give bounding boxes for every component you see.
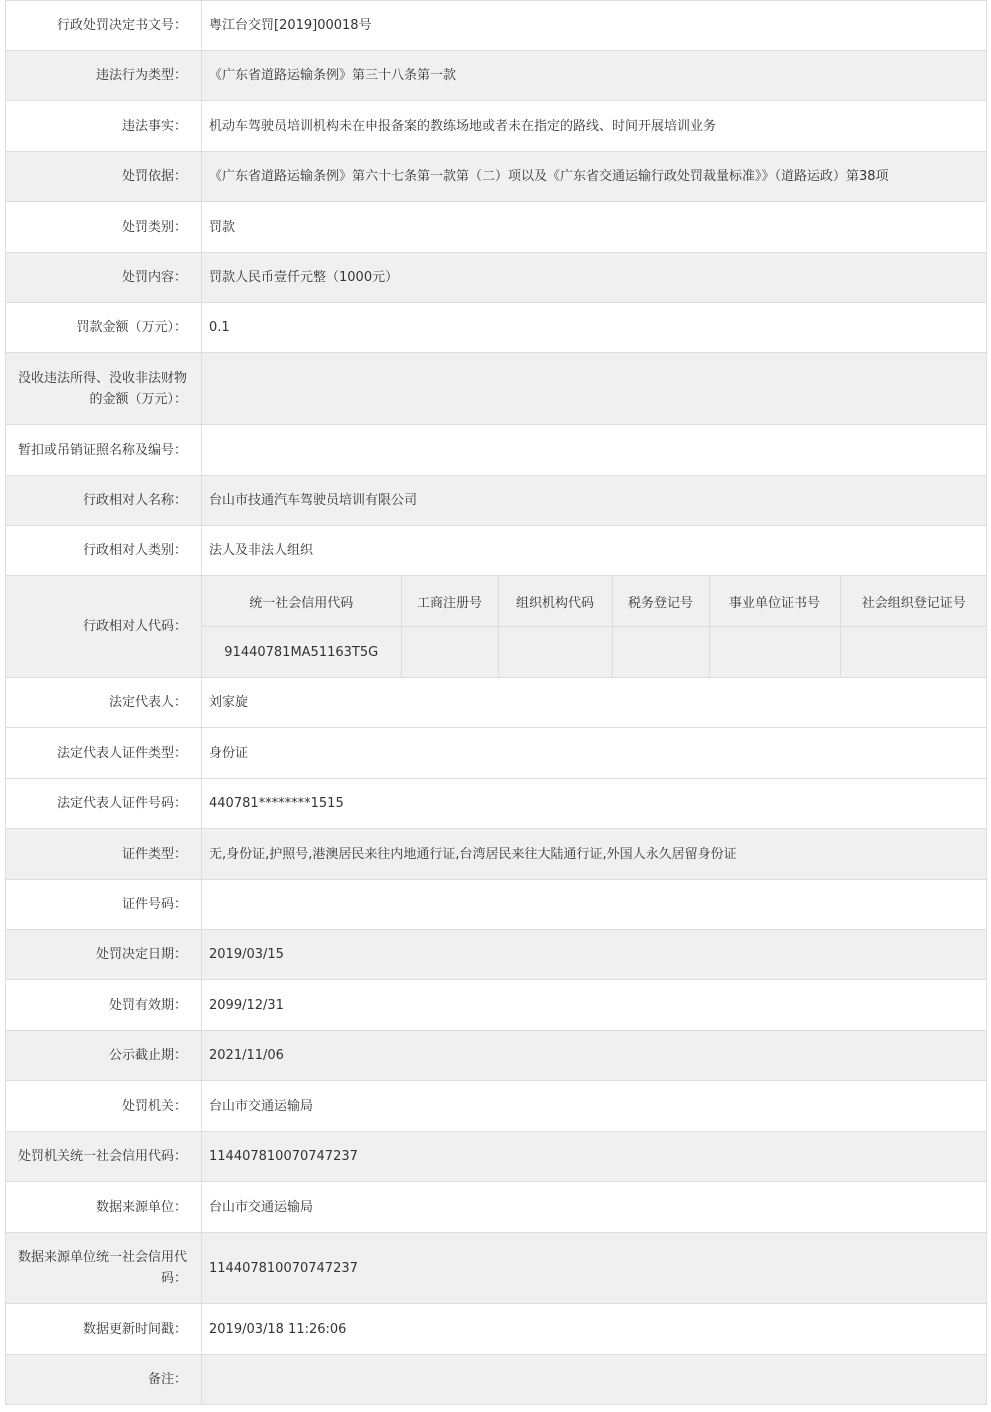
field-label: 违法事实： — [6, 101, 202, 152]
party-codes-cell — [202, 576, 987, 678]
field-label: 处罚机关： — [6, 1081, 202, 1132]
field-label: 行政相对人代码： — [6, 576, 202, 678]
field-label: 法定代表人： — [6, 678, 202, 728]
record-row-id-types — [6, 829, 987, 880]
record-row-data-source-credit-code — [6, 1233, 987, 1304]
field-value: 0.1 — [202, 303, 987, 353]
field-value: 2099/12/31 — [202, 980, 987, 1031]
field-value: 台山市技通汽车驾驶员培训有限公司 — [202, 476, 987, 526]
field-label: 暂扣或吊销证照名称及编号： — [6, 425, 202, 476]
field-value: 无,身份证,护照号,港澳居民来往内地通行证,台湾居民来往大陆通行证,外国人永久居留身份证 — [202, 829, 987, 880]
party-codes-table — [202, 576, 987, 677]
record-row-license-suspension — [6, 425, 987, 476]
record-row-representative-id-type — [6, 728, 987, 779]
field-value: 身份证 — [202, 728, 987, 779]
field-value: 114407810070747237 — [202, 1233, 987, 1304]
field-value: 粤江台交罚[2019]00018号 — [202, 1, 987, 51]
field-label: 法定代表人证件类型： — [6, 728, 202, 779]
field-label: 证件号码： — [6, 880, 202, 930]
field-label: 罚款金额（万元）： — [6, 303, 202, 353]
record-row-decision-number — [6, 1, 987, 51]
record-row-penalty-category — [6, 202, 987, 253]
field-label: 数据来源单位： — [6, 1182, 202, 1233]
penalty-record-table — [5, 0, 987, 1405]
field-label: 数据来源单位统一社会信用代码： — [6, 1233, 202, 1304]
field-label: 证件类型： — [6, 829, 202, 880]
field-label: 公示截止期： — [6, 1031, 202, 1081]
record-row-publicity-deadline — [6, 1031, 987, 1081]
field-label: 处罚机关统一社会信用代码： — [6, 1132, 202, 1182]
field-label: 处罚依据： — [6, 152, 202, 202]
record-row-penalty-authority — [6, 1081, 987, 1132]
field-value — [202, 425, 987, 476]
record-row-violation-type — [6, 51, 987, 101]
record-row-valid-until — [6, 980, 987, 1031]
field-value: 台山市交通运输局 — [202, 1182, 987, 1233]
record-row-remarks — [6, 1355, 987, 1405]
field-value: 2019/03/18 11:26:06 — [202, 1304, 987, 1355]
field-label: 数据更新时间戳： — [6, 1304, 202, 1355]
record-row-authority-credit-code — [6, 1132, 987, 1182]
record-row-penalty-content — [6, 253, 987, 303]
record-row-penalty-basis — [6, 152, 987, 202]
record-row-decision-date — [6, 930, 987, 980]
code-header: 社会组织登记证号 — [840, 576, 987, 627]
field-value: 罚款 — [202, 202, 987, 253]
record-row-representative-id-number — [6, 779, 987, 829]
field-value: 罚款人民币壹仟元整（1000元） — [202, 253, 987, 303]
field-value: 114407810070747237 — [202, 1132, 987, 1182]
code-value — [612, 627, 709, 678]
field-label: 违法行为类型： — [6, 51, 202, 101]
code-value — [709, 627, 840, 678]
record-row-data-source — [6, 1182, 987, 1233]
field-label: 行政处罚决定书文号： — [6, 1, 202, 51]
code-value — [498, 627, 612, 678]
field-value: 2021/11/06 — [202, 1031, 987, 1081]
code-value — [401, 627, 498, 678]
field-value — [202, 880, 987, 930]
field-label: 处罚有效期： — [6, 980, 202, 1031]
field-label: 法定代表人证件号码： — [6, 779, 202, 829]
record-row-violation-facts — [6, 101, 987, 152]
field-value: 《广东省道路运输条例》第三十八条第一款 — [202, 51, 987, 101]
field-value: 台山市交通运输局 — [202, 1081, 987, 1132]
code-header: 工商注册号 — [401, 576, 498, 627]
code-header: 税务登记号 — [612, 576, 709, 627]
field-label: 行政相对人类别： — [6, 526, 202, 576]
record-row-id-number — [6, 880, 987, 930]
record-row-confiscation-amount — [6, 353, 987, 425]
code-header: 事业单位证书号 — [709, 576, 840, 627]
field-value: 440781********1515 — [202, 779, 987, 829]
record-row-party-name — [6, 476, 987, 526]
field-value: 《广东省道路运输条例》第六十七条第一款第（二）项以及《广东省交通运输行政处罚裁量标准》》（道路运政）第38项 — [202, 152, 987, 202]
code-header: 组织机构代码 — [498, 576, 612, 627]
field-label: 处罚决定日期： — [6, 930, 202, 980]
field-label: 行政相对人名称： — [6, 476, 202, 526]
field-value: 刘家旋 — [202, 678, 987, 728]
field-label: 没收违法所得、没收非法财物的金额（万元）： — [6, 353, 202, 425]
field-label: 处罚内容： — [6, 253, 202, 303]
code-value — [840, 627, 987, 678]
field-value — [202, 1355, 987, 1405]
field-label: 备注： — [6, 1355, 202, 1405]
codes-header-row — [202, 576, 987, 627]
record-row-fine-amount — [6, 303, 987, 353]
record-row-party-codes — [6, 576, 987, 678]
record-row-update-timestamp — [6, 1304, 987, 1355]
field-value: 法人及非法人组织 — [202, 526, 987, 576]
field-value — [202, 353, 987, 425]
code-value: 91440781MA51163T5G — [202, 627, 401, 678]
code-header: 统一社会信用代码 — [202, 576, 401, 627]
record-row-party-category — [6, 526, 987, 576]
codes-value-row — [202, 627, 987, 678]
field-value: 2019/03/15 — [202, 930, 987, 980]
field-value: 机动车驾驶员培训机构未在申报备案的教练场地或者未在指定的路线、时间开展培训业务 — [202, 101, 987, 152]
field-label: 处罚类别： — [6, 202, 202, 253]
record-row-legal-representative — [6, 678, 987, 728]
